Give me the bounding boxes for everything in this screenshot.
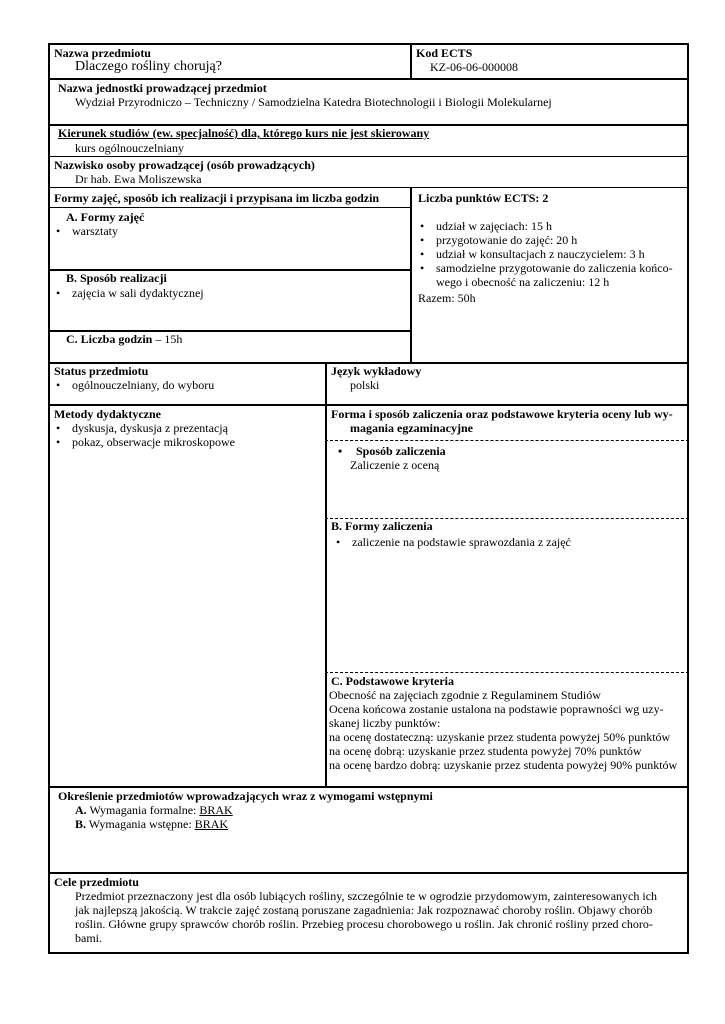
list-item: • udział w zajęciach: 15 h [418, 219, 686, 233]
requirement-initial-prefix: B. [75, 817, 87, 831]
hours-row [66, 332, 182, 346]
ects-points-list [418, 219, 686, 289]
assessment-forms-list [334, 535, 571, 549]
goals-label: Cele przedmiotu [54, 875, 139, 889]
divider [48, 786, 689, 788]
divider [48, 187, 689, 188]
language-value: polski [350, 378, 380, 392]
criteria-label: C. Podstawowe kryteria [331, 674, 454, 688]
divider [410, 43, 412, 79]
ects-code: KZ-06-06-000008 [430, 60, 518, 74]
assessment-forms-label: B. Formy zaliczenia [331, 519, 433, 533]
ects-code-label: Kod ECTS [416, 46, 473, 60]
ects-total: Razem: 50h [418, 291, 476, 305]
requirement-initial-value: BRAK [194, 817, 229, 831]
list-item: • ogólnouczelniany, do wyboru [54, 378, 214, 392]
divider [48, 156, 689, 157]
divider [48, 872, 689, 874]
methods-list [54, 421, 235, 449]
assessment-header: Forma i sposób zaliczenia oraz podstawowe kryteria oceny lub wy- [331, 407, 673, 421]
study-field-label: Kierunek studiów (ew. specjalność) dla, którego kurs nie jest skierowany [58, 126, 430, 140]
criteria-line: na ocenę dostateczną: uzyskanie przez studenta powyżej 50% punktów [329, 730, 671, 744]
list-item: • dyskusja, dyskusja z prezentacją [54, 421, 235, 435]
list-item: • warsztaty [54, 224, 118, 238]
ects-points-header: Liczba punktów ECTS: 2 [418, 191, 549, 205]
unit-value: Wydział Przyrodniczo – Techniczny / Samodzielna Katedra Biotechnologii i Biologii Molekularnej [75, 95, 552, 109]
unit-label: Nazwa jednostki prowadzącej przedmiot [58, 81, 267, 95]
divider [325, 672, 689, 673]
class-forms-b-label: B. Sposób realizacji [66, 271, 167, 285]
requirement-formal-value: BRAK [199, 803, 233, 817]
list-item: • Sposób zaliczenia [336, 444, 446, 458]
class-forms-list [54, 224, 118, 238]
requirement-formal [75, 803, 233, 817]
status-label: Status przedmiotu [54, 364, 149, 378]
requirement-formal-prefix: A. [75, 803, 87, 817]
criteria-line: Obecność na zajęciach zgodnie z Regulaminem Studiów [329, 688, 601, 702]
list-item-line: samodzielne przygotowanie do zaliczenia końco- [436, 261, 673, 275]
list-item: • zaliczenie na podstawie sprawozdania z zajęć [334, 535, 571, 549]
methods-label: Metody dydaktyczne [54, 407, 161, 421]
list-item: • przygotowanie do zajęć: 20 h [418, 233, 686, 247]
requirement-initial [75, 817, 228, 831]
list-item-line: wego i obecność na zaliczeniu: 12 h [436, 275, 610, 289]
hours-label: C. Liczba godzin [66, 332, 153, 346]
divider [48, 404, 689, 406]
list-item [418, 261, 686, 289]
prerequisites-label: Określenie przedmiotów wprowadzających wraz z wymogami wstępnymi [58, 789, 433, 803]
status-list [54, 378, 214, 392]
realization-list [54, 286, 204, 300]
criteria-line: skanej liczby punktów: [329, 716, 441, 730]
criteria-line: Ocena końcowa zostanie ustalona na podstawie poprawności wg uzy- [329, 702, 664, 716]
divider [48, 207, 410, 208]
lecturer-value: Dr hab. Ewa Moliszewska [75, 172, 202, 186]
subject-name: Dlaczego rośliny chorują? [75, 59, 222, 74]
assessment-header-cont: magania egzaminacyjne [350, 421, 473, 435]
divider [410, 187, 412, 363]
goals-line: bami. [75, 931, 102, 945]
divider [48, 78, 689, 80]
criteria-line: na ocenę bardzo dobrą: uzyskanie przez studenta powyżej 90% punktów [329, 758, 678, 772]
goals-line: roślin. Główne grupy sprawców chorób roślin. Przebieg procesu chorobowego u roślin. Jak chronić rośliny przed choro- [75, 917, 653, 931]
requirement-initial-text: Wymagania wstępne: [86, 817, 195, 831]
lecturer-label: Nazwisko osoby prowadzącej (osób prowadzących) [54, 158, 315, 172]
divider [325, 362, 327, 787]
hours-value: – 15h [152, 332, 183, 346]
class-forms-header: Formy zajęć, sposób ich realizacji i przypisana im liczba godzin [54, 191, 380, 205]
list-item: • udział w konsultacjach z nauczycielem: 3 h [418, 247, 686, 261]
goals-line: jak najlepszą jakością. W trakcie zajęć zostaną poruszane zagadnienia: Jak rozpoznawać choroby roślin. Objawy chorób [75, 903, 653, 917]
list-item: • pokaz, obserwacje mikroskopowe [54, 435, 235, 449]
divider [325, 440, 689, 441]
assessment-method-list [336, 444, 446, 458]
study-field-value: kurs ogólnouczelniany [75, 141, 184, 155]
criteria-line: na ocenę dobrą: uzyskanie przez studenta powyżej 70% punktów [329, 744, 642, 758]
assessment-method-value: Zaliczenie z oceną [350, 458, 440, 472]
list-item: • zajęcia w sali dydaktycznej [54, 286, 204, 300]
class-forms-a-label: A. Formy zajęć [66, 210, 145, 224]
language-label: Język wykładowy [331, 364, 422, 378]
goals-line: Przedmiot przeznaczony jest dla osób lubiących rośliny, szczególnie te w ogrodzie przydomowym, zainteresowanych ich [75, 889, 658, 903]
requirement-formal-text: Wymagania formalne: [86, 803, 200, 817]
subject-name-label: Nazwa przedmiotu [54, 46, 151, 60]
